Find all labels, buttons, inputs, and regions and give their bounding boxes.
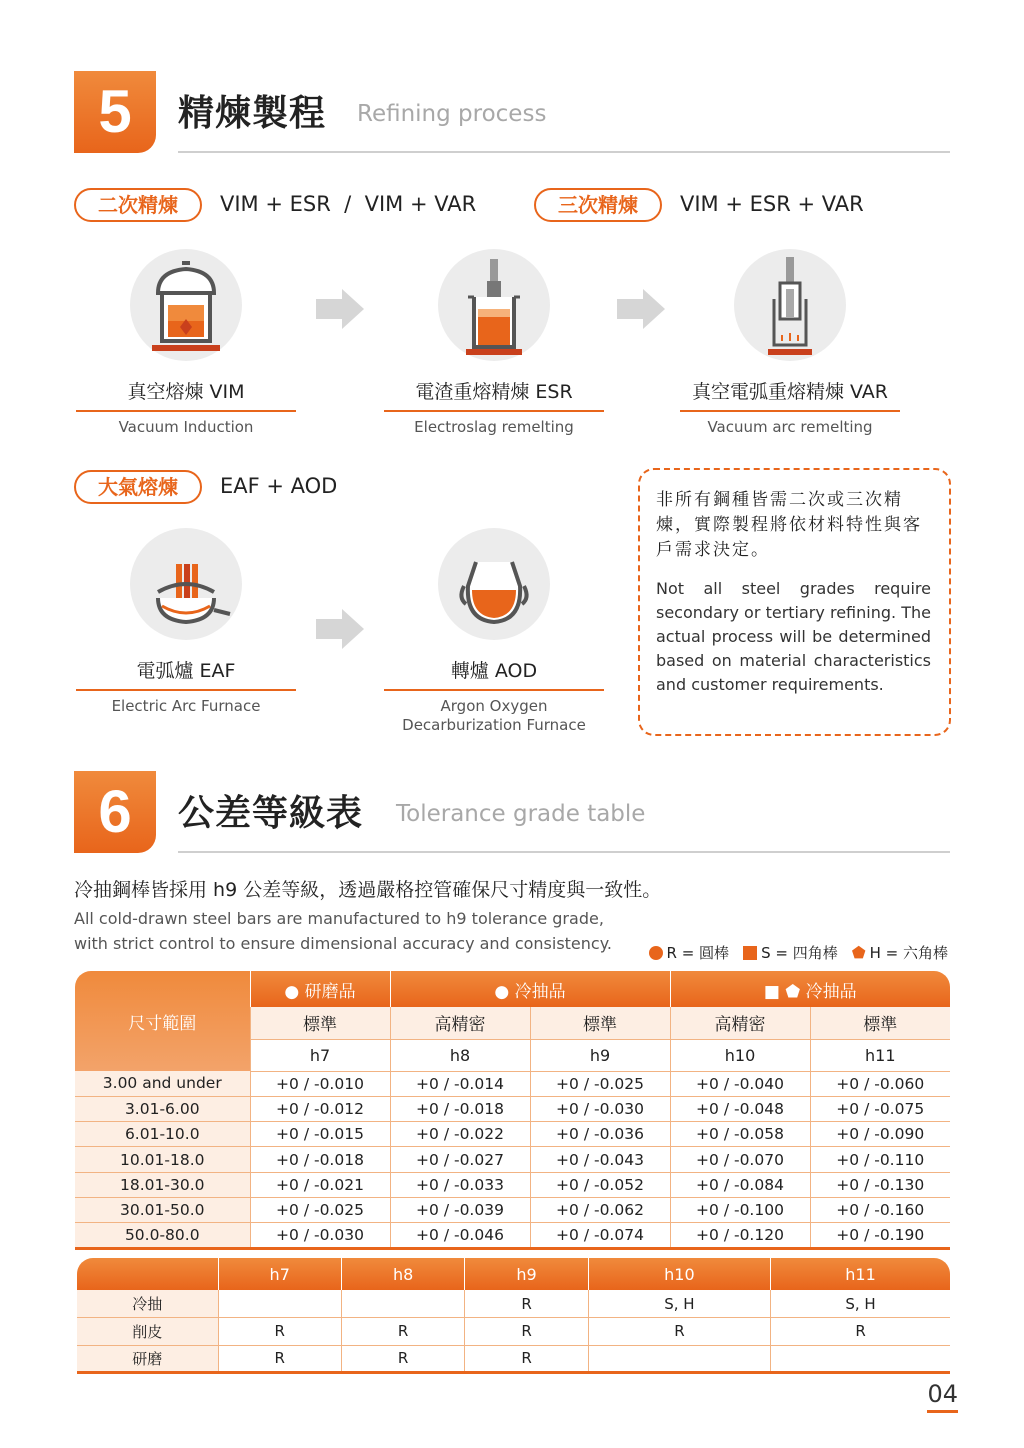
tolerance-cell: +0 / -0.084 <box>670 1172 810 1197</box>
table-row <box>75 1172 950 1197</box>
step-label-zh: 真空電弧重熔精煉 VAR <box>680 377 900 412</box>
section-6-header <box>74 771 950 855</box>
table-row <box>75 1096 950 1121</box>
vim-furnace-icon <box>130 249 242 361</box>
intro-en: All cold-drawn steel bars are manufactured to h9 tolerance grade, with strict control to ensure dimensional accuracy and consistency. <box>74 909 612 953</box>
note-en: Not all steel grades require secondary or tertiary refining. The actual process will be determined based on material characteristics and customer requirements. <box>656 579 931 694</box>
tolerance-cell: +0 / -0.025 <box>530 1071 670 1096</box>
section-divider <box>178 151 950 153</box>
size-range-header: 尺寸範圍 <box>75 971 250 1071</box>
note-zh: 非所有鋼種皆需二次或三次精煉，實際製程將依材料特性與客戶需求決定。 <box>656 490 922 560</box>
sub-header: 標準 <box>530 1007 670 1039</box>
tolerance-cell: +0 / -0.048 <box>670 1096 810 1121</box>
process-cell: R <box>341 1318 464 1346</box>
process-cell: R <box>341 1345 464 1373</box>
square-bar-icon: ■ <box>763 981 780 1002</box>
process-cell: R <box>771 1318 950 1346</box>
section-title: 公差等級表 <box>178 793 364 834</box>
step-label-en: Vacuum arc remelting <box>707 418 873 436</box>
secondary-route: VIM + ESR / VIM + VAR <box>220 192 477 216</box>
grade-header: h10 <box>588 1258 770 1290</box>
tolerance-cell: +0 / -0.075 <box>810 1096 950 1121</box>
sub-header: 標準 <box>810 1007 950 1039</box>
grade-header: h8 <box>390 1039 530 1071</box>
tertiary-route: VIM + ESR + VAR <box>680 192 864 216</box>
process-label: 研磨 <box>77 1345 218 1373</box>
grade-header: h9 <box>465 1258 588 1290</box>
tolerance-cell: +0 / -0.190 <box>810 1223 950 1248</box>
group-ground-header: ● 研磨品 <box>250 971 390 1007</box>
step-aod <box>384 528 604 735</box>
section-number: 5 <box>74 71 156 153</box>
process-cell: R <box>465 1345 588 1373</box>
step-label-zh: 轉爐 AOD <box>384 656 604 691</box>
sub-header: 高精密 <box>670 1007 810 1039</box>
aod-converter-icon <box>438 528 550 640</box>
tolerance-cell: +0 / -0.033 <box>390 1172 530 1197</box>
tolerance-cell: +0 / -0.018 <box>250 1147 390 1172</box>
tolerance-cell: +0 / -0.058 <box>670 1122 810 1147</box>
process-cell <box>588 1345 770 1373</box>
tolerance-cell: +0 / -0.060 <box>810 1071 950 1096</box>
table-row <box>77 1345 950 1373</box>
size-range-cell: 3.01-6.00 <box>75 1096 250 1121</box>
tolerance-cell: +0 / -0.021 <box>250 1172 390 1197</box>
tertiary-refining-pill: 三次精煉 <box>534 188 662 222</box>
step-label-en: Electroslag remelting <box>414 418 574 436</box>
section-divider <box>178 851 950 853</box>
arrow-right-icon <box>316 289 364 329</box>
size-range-cell: 6.01-10.0 <box>75 1122 250 1147</box>
table-row <box>75 1223 950 1248</box>
tolerance-cell: +0 / -0.110 <box>810 1147 950 1172</box>
size-range-cell: 30.01-50.0 <box>75 1197 250 1222</box>
esr-furnace-icon <box>438 249 550 361</box>
tolerance-cell: +0 / -0.039 <box>390 1197 530 1222</box>
tolerance-cell: +0 / -0.015 <box>250 1122 390 1147</box>
tolerance-cell: +0 / -0.030 <box>530 1096 670 1121</box>
section-subtitle: Refining process <box>357 101 547 127</box>
tolerance-cell: +0 / -0.040 <box>670 1071 810 1096</box>
eaf-furnace-icon <box>130 528 242 640</box>
grade-header: h11 <box>771 1258 950 1290</box>
process-cell <box>771 1345 950 1373</box>
tolerance-cell: +0 / -0.010 <box>250 1071 390 1096</box>
table-row <box>75 1147 950 1172</box>
table-row <box>77 1318 950 1346</box>
secondary-refining-pill: 二次精煉 <box>74 188 202 222</box>
tolerance-cell: +0 / -0.100 <box>670 1197 810 1222</box>
grade-header: h8 <box>341 1258 464 1290</box>
section-title: 精煉製程 <box>178 93 327 134</box>
size-range-cell: 10.01-18.0 <box>75 1147 250 1172</box>
size-range-cell: 18.01-30.0 <box>75 1172 250 1197</box>
round-bar-icon: ● <box>284 981 300 1002</box>
hexagon-bar-icon: ⬟ <box>785 981 801 1002</box>
tolerance-cell: +0 / -0.046 <box>390 1223 530 1248</box>
arrow-right-icon <box>617 289 665 329</box>
step-esr <box>384 249 604 437</box>
step-var <box>680 249 900 437</box>
tolerance-cell: +0 / -0.043 <box>530 1147 670 1172</box>
step-label-en: Electric Arc Furnace <box>111 697 261 715</box>
process-cell: R <box>218 1345 341 1373</box>
tolerance-cell: +0 / -0.062 <box>530 1197 670 1222</box>
tolerance-cell: +0 / -0.027 <box>390 1147 530 1172</box>
grade-header: h9 <box>530 1039 670 1071</box>
page-number: 04 <box>927 1380 958 1413</box>
tolerance-cell: +0 / -0.025 <box>250 1197 390 1222</box>
corner-header <box>77 1258 218 1290</box>
var-furnace-icon <box>734 249 846 361</box>
size-range-cell: 50.0-80.0 <box>75 1223 250 1248</box>
tolerance-cell: +0 / -0.160 <box>810 1197 950 1222</box>
sub-header: 高精密 <box>390 1007 530 1039</box>
tolerance-cell: +0 / -0.074 <box>530 1223 670 1248</box>
square-bar-icon <box>743 946 757 960</box>
round-bar-icon: ● <box>494 981 510 1002</box>
grade-header: h10 <box>670 1039 810 1071</box>
tolerance-cell: +0 / -0.036 <box>530 1122 670 1147</box>
process-cell <box>218 1290 341 1318</box>
section-5-header <box>74 71 950 155</box>
tolerance-cell: +0 / -0.014 <box>390 1071 530 1096</box>
process-grade-table <box>77 1258 950 1374</box>
atmospheric-melting-pill: 大氣熔煉 <box>74 470 202 504</box>
grade-header: h11 <box>810 1039 950 1071</box>
size-range-cell: 3.00 and under <box>75 1071 250 1096</box>
process-cell: S, H <box>588 1290 770 1318</box>
tolerance-cell: +0 / -0.052 <box>530 1172 670 1197</box>
step-vim <box>76 249 296 437</box>
tolerance-cell: +0 / -0.130 <box>810 1172 950 1197</box>
section-number: 6 <box>74 771 156 853</box>
process-cell: S, H <box>771 1290 950 1318</box>
intro-zh: 冷抽鋼棒皆採用 h9 公差等級，透過嚴格控管確保尺寸精度與一致性。 <box>74 879 662 901</box>
tolerance-cell: +0 / -0.030 <box>250 1223 390 1248</box>
process-label: 冷抽 <box>77 1290 218 1318</box>
process-cell: R <box>588 1318 770 1346</box>
sub-header: 標準 <box>250 1007 390 1039</box>
table-row <box>75 1197 950 1222</box>
group-colddrawn-round-header: ● 冷抽品 <box>390 971 670 1007</box>
process-cell: R <box>465 1318 588 1346</box>
tolerance-cell: +0 / -0.022 <box>390 1122 530 1147</box>
section-subtitle: Tolerance grade table <box>396 801 646 827</box>
step-label-en: Argon Oxygen Decarburization Furnace <box>402 697 586 734</box>
process-note <box>638 468 951 736</box>
step-label-zh: 電渣重熔精煉 ESR <box>384 377 604 412</box>
tolerance-table <box>75 971 950 1250</box>
grade-header: h7 <box>250 1039 390 1071</box>
grade-header: h7 <box>218 1258 341 1290</box>
tolerance-cell: +0 / -0.090 <box>810 1122 950 1147</box>
shape-legend <box>649 942 948 963</box>
round-bar-icon <box>649 946 663 960</box>
process-label: 削皮 <box>77 1318 218 1346</box>
step-label-zh: 真空熔煉 VIM <box>76 377 296 412</box>
step-label-zh: 電弧爐 EAF <box>76 656 296 691</box>
process-cell: R <box>465 1290 588 1318</box>
legend-round: R = 圓棒 <box>666 944 730 962</box>
table-row <box>75 1071 950 1096</box>
step-eaf <box>76 528 296 716</box>
tolerance-cell: +0 / -0.070 <box>670 1147 810 1172</box>
tolerance-cell: +0 / -0.120 <box>670 1223 810 1248</box>
atmospheric-route: EAF + AOD <box>220 474 338 498</box>
group-colddrawn-shape-header: ■ ⬟ 冷抽品 <box>670 971 950 1007</box>
tolerance-cell: +0 / -0.012 <box>250 1096 390 1121</box>
process-cell: R <box>218 1318 341 1346</box>
legend-hex: H = 六角棒 <box>869 944 948 962</box>
step-label-en: Vacuum Induction <box>118 418 254 436</box>
table-row <box>75 1122 950 1147</box>
tolerance-cell: +0 / -0.018 <box>390 1096 530 1121</box>
process-cell <box>341 1290 464 1318</box>
table-row <box>77 1290 950 1318</box>
arrow-right-icon <box>316 609 364 649</box>
legend-square: S = 四角棒 <box>761 944 838 962</box>
hexagon-bar-icon: ⬟ <box>851 943 866 962</box>
